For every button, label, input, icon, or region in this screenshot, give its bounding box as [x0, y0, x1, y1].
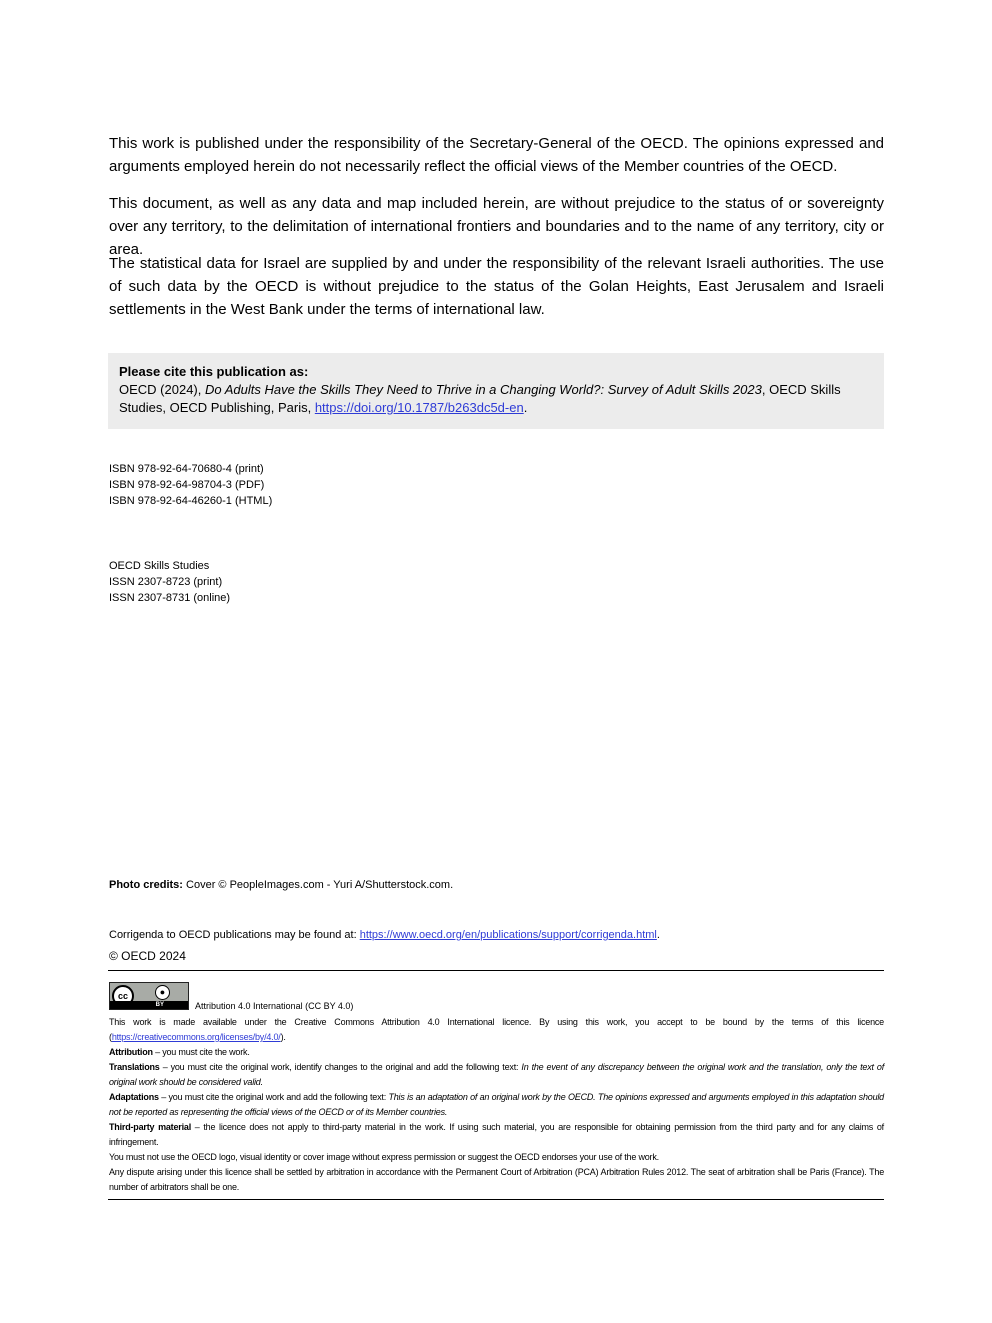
isbn-html: ISBN 978-92-64-46260-1 (HTML)	[109, 495, 273, 507]
corrigenda-end: .	[656, 929, 660, 941]
citation-suffix: , OECD Skills Studies, OECD Publishing, Paris,	[119, 382, 841, 415]
photo-credits	[109, 877, 453, 893]
licence-terms	[109, 1015, 884, 1195]
issn-online: ISSN 2307-8731 (online)	[109, 592, 231, 604]
translations-quote: In the event of any discrepancy between the original work and the translation, only the text of original work should be considered valid.	[109, 1062, 885, 1087]
corrigenda-link[interactable]: https://www.oecd.org/en/publications/support/corrigenda.html	[359, 929, 657, 941]
citation-title: Please cite this publication as:	[119, 364, 309, 379]
adaptations-text: – you must cite the original work and add the following text:	[158, 1092, 389, 1102]
licence-url-link[interactable]: https://creativecommons.org/licenses/by/4.0/	[111, 1032, 281, 1042]
copyright-notice: © OECD 2024	[109, 949, 186, 963]
third-party-label: Third-party material	[109, 1122, 191, 1132]
isbn-list	[109, 461, 272, 509]
photo-credits-label: Photo credits:	[109, 879, 183, 891]
issn-list	[109, 558, 230, 606]
citation-prefix: OECD (2024),	[119, 382, 205, 397]
licence-third-party	[109, 1120, 884, 1150]
citation-end: .	[523, 400, 528, 415]
licence-intro-end: ).	[280, 1032, 286, 1042]
licence-attribution	[109, 1045, 884, 1060]
isbn-print: ISBN 978-92-64-70680-4 (print)	[109, 463, 264, 475]
citation-box	[108, 353, 884, 429]
attribution-text: – you must cite the work.	[152, 1047, 250, 1057]
cc-by-icon	[109, 982, 189, 1010]
adaptations-quote: This is an adaptation of an original work by the OECD. The opinions expressed and arguments employed in this adaptation should not be reported as representing the official views of the OECD or of its Member countries.	[109, 1092, 884, 1117]
adaptations-label: Adaptations	[109, 1092, 159, 1102]
licence-adaptations	[109, 1090, 884, 1120]
licence-intro-text: This work is made available under the Creative Commons Attribution 4.0 International licence. By using this work, you accept to be bound by the terms of this licence (	[109, 1017, 884, 1042]
cc-licence-label: Attribution 4.0 International (CC BY 4.0)	[195, 1001, 354, 1011]
licence-logo-use: You must not use the OECD logo, visual identity or cover image without express permission or suggest the OECD endorses your use of the work.	[109, 1152, 659, 1162]
divider-bottom	[108, 1199, 884, 1200]
third-party-text: – the licence does not apply to third-party material in the work. If using such material, you are responsible for obtaining permission from the third party and for any claims of infringement.	[109, 1122, 884, 1147]
citation-work-title: Do Adults Have the Skills They Need to Thrive in a Changing World?: Survey of Adult Skills 2023	[204, 382, 762, 397]
licence-dispute: Any dispute arising under this licence shall be settled by arbitration in accordance with the Permanent Court of Arbitration (PCA) Arbitration Rules 2012. The seat of arbitration shall be Paris (France). The number of arbitrators shall be one.	[109, 1167, 884, 1192]
cc-badge-bar	[110, 1001, 188, 1009]
isbn-pdf: ISBN 978-92-64-98704-3 (PDF)	[109, 479, 265, 491]
person-icon: ●	[155, 985, 170, 1000]
attribution-label: Attribution	[109, 1047, 153, 1057]
translations-label: Translations	[109, 1062, 160, 1072]
photo-credits-text: Cover © PeopleImages.com - Yuri A/Shutterstock.com.	[182, 879, 454, 891]
series-name: OECD Skills Studies	[109, 560, 210, 572]
cc-by-text: BY	[155, 1002, 164, 1008]
corrigenda-note	[109, 927, 660, 943]
israel-data-paragraph: The statistical data for Israel are supplied by and under the responsibility of the relevant Israeli authorities. The use of such data by the OECD is without prejudice to the status of the Golan Heights, East Jerusalem and Israeli settlements in the West Bank under the terms of international law.	[109, 255, 884, 318]
divider-top	[108, 970, 884, 971]
territory-disclaimer-paragraph: This document, as well as any data and map included herein, are without prejudice to the status of or sovereignty over any territory, to the delimitation of international frontiers and boundaries and to the name of any territory, city or area.	[109, 195, 884, 258]
licence-intro	[109, 1015, 884, 1045]
responsibility-paragraph: This work is published under the responsibility of the Secretary-General of the OECD. The opinions expressed and arguments employed herein do not necessarily reflect the official views of the Member countries of the OECD.	[109, 135, 884, 175]
corrigenda-text: Corrigenda to OECD publications may be found at:	[109, 929, 360, 941]
translations-text: – you must cite the original work, identify changes to the original and add the following text:	[159, 1062, 522, 1072]
citation-doi-link[interactable]: https://doi.org/10.1787/b263dc5d-en	[314, 400, 524, 415]
cc-logo-icon: cc	[112, 985, 134, 1007]
issn-print: ISSN 2307-8723 (print)	[109, 576, 223, 588]
licence-translations	[109, 1060, 884, 1090]
